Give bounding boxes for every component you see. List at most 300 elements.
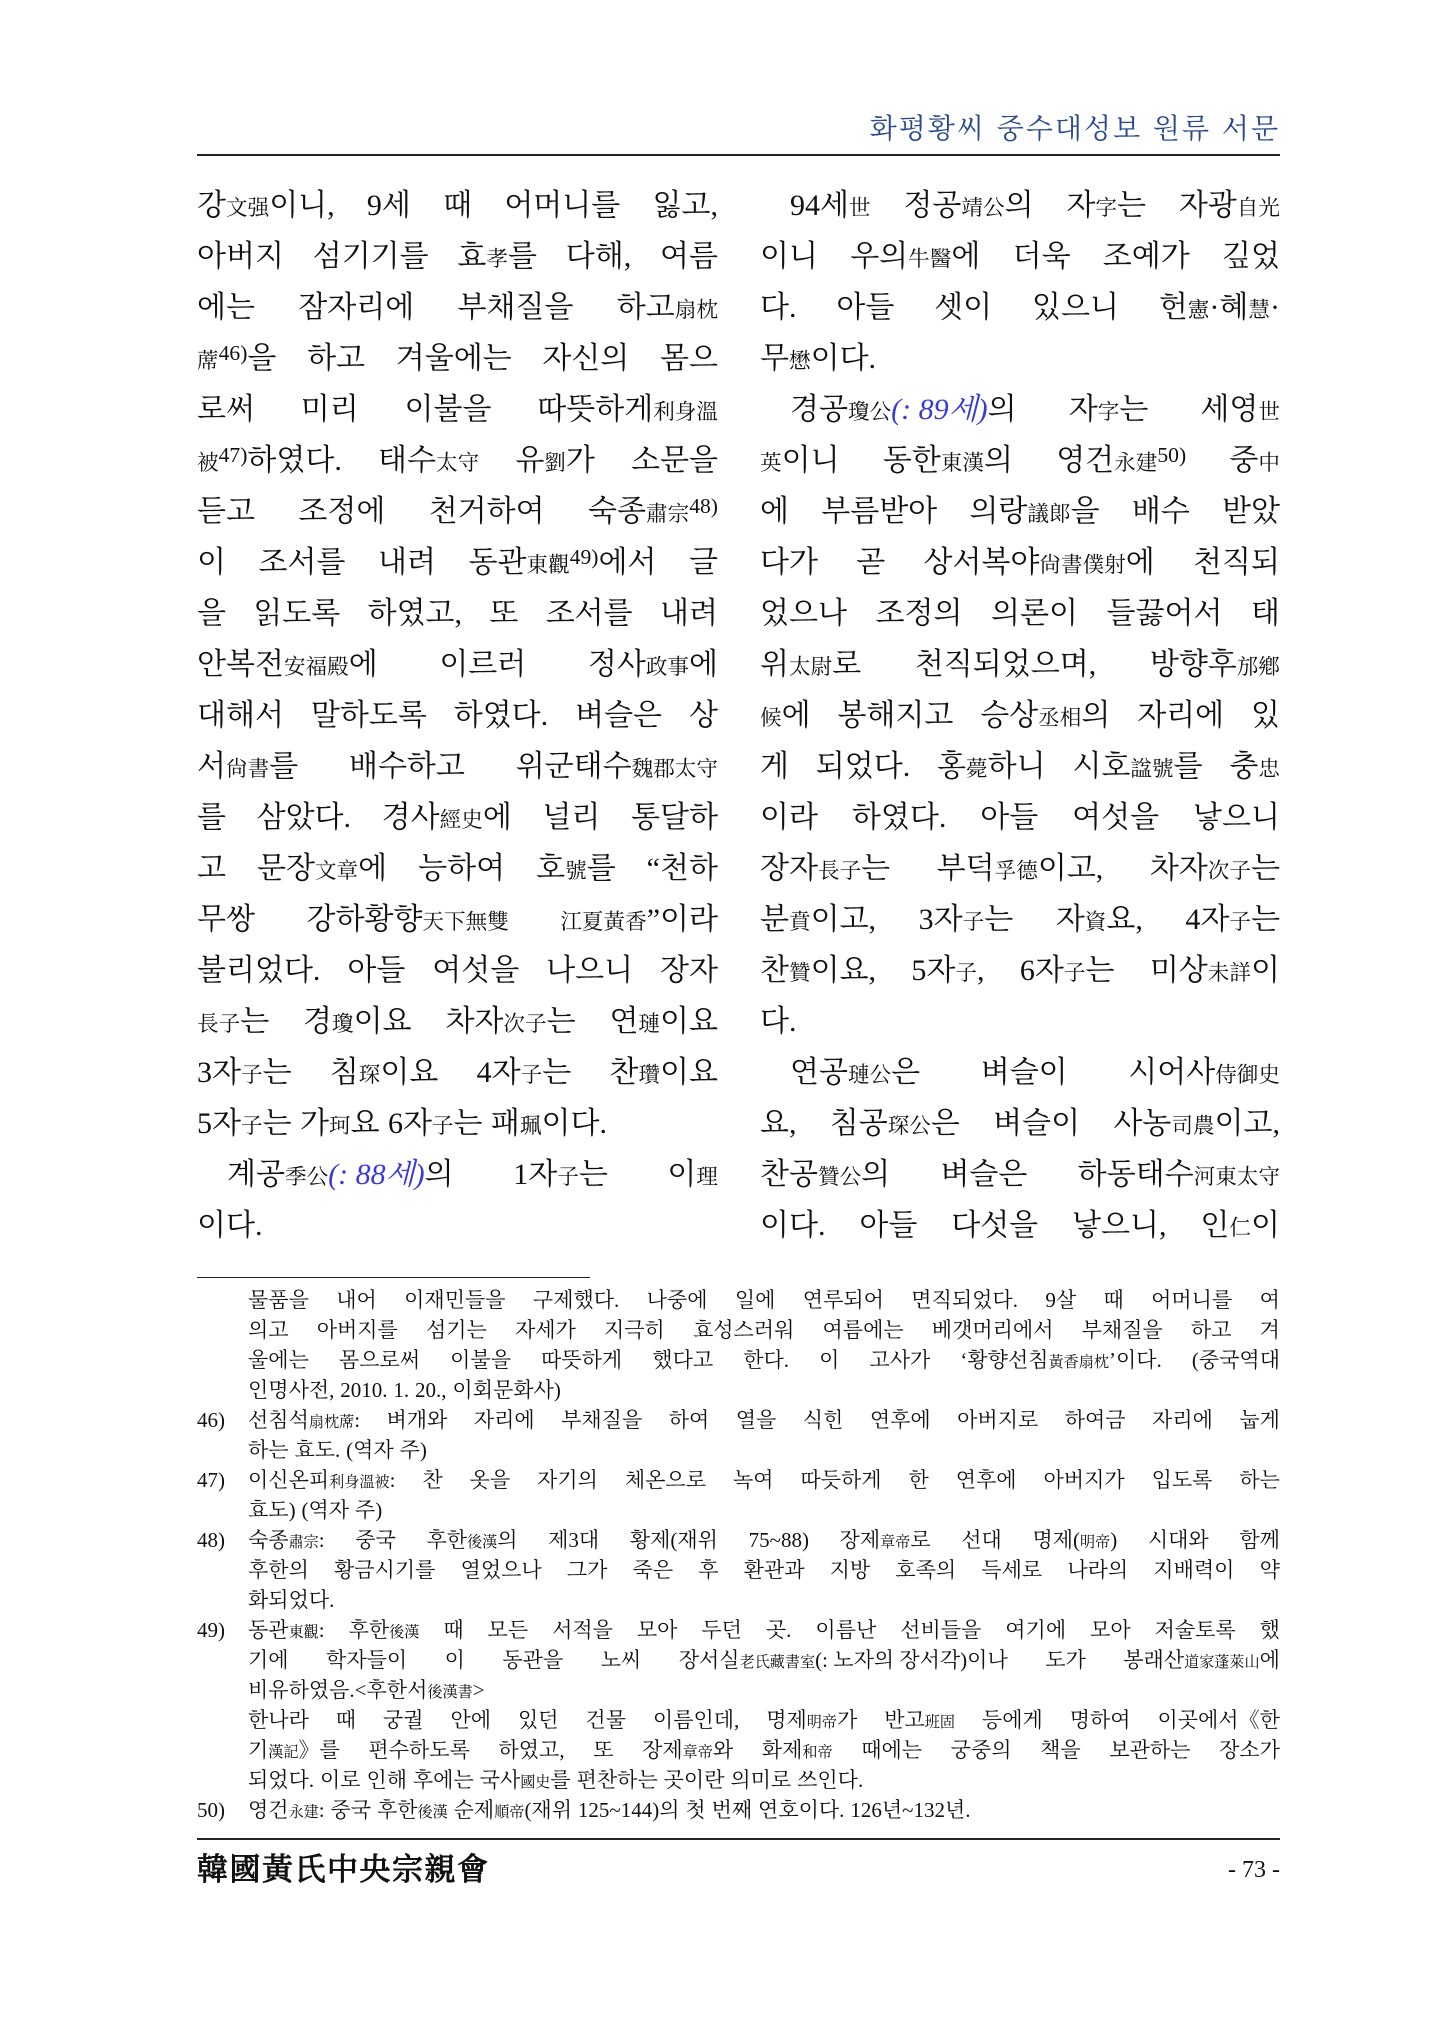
word: 등에게 bbox=[981, 1708, 1043, 1732]
text-line bbox=[197, 435, 718, 486]
word: 불리었다. bbox=[197, 954, 321, 987]
word: 황제(재위 bbox=[629, 1528, 718, 1552]
word: 아버지 bbox=[197, 240, 284, 273]
word: 잃고, bbox=[652, 189, 718, 222]
word: 자리에 bbox=[1137, 699, 1225, 732]
hanja-text: 憲 bbox=[1187, 298, 1210, 322]
footnote-ref: 48) bbox=[689, 494, 718, 519]
text-line bbox=[760, 741, 1280, 792]
word: 이불을 bbox=[450, 1348, 511, 1372]
word: (역자 bbox=[301, 1498, 350, 1522]
word: 에 bbox=[760, 495, 789, 528]
word: 고사가 bbox=[869, 1348, 931, 1372]
word: 상서복야尙書僕射에 bbox=[923, 546, 1155, 579]
word: 찬공贊公의 bbox=[760, 1158, 891, 1191]
running-header: 화평황씨 중수대성보 원류 서문 bbox=[869, 112, 1280, 145]
hanja-text: 經史 bbox=[439, 808, 483, 832]
paragraph bbox=[760, 384, 1280, 1047]
word: 통달하 bbox=[631, 801, 718, 834]
left-column bbox=[197, 180, 718, 1251]
word: 또 bbox=[593, 1738, 614, 1762]
word: 능하여 bbox=[418, 852, 506, 885]
word: 잠자리에 bbox=[298, 291, 415, 324]
word: 대해서 bbox=[197, 699, 284, 732]
word: 봉해지고 bbox=[837, 699, 954, 732]
text-line bbox=[248, 1765, 1280, 1795]
word: 들끓어서 bbox=[1106, 597, 1223, 630]
word: 널리 bbox=[542, 801, 601, 834]
word: 몸으로써 bbox=[338, 1348, 421, 1372]
word: 안복전安福殿에 bbox=[197, 648, 378, 681]
word: 조예가 bbox=[1102, 240, 1190, 273]
word: 눕게 bbox=[1239, 1408, 1280, 1432]
hanja-text: 長子 bbox=[197, 1012, 241, 1036]
hanja-text: 安福殿 bbox=[283, 655, 349, 679]
header-rule bbox=[197, 154, 1280, 156]
word: 천직되었으며, bbox=[914, 648, 1097, 681]
hanja-text: 忠 bbox=[1258, 757, 1280, 781]
word: 인해 bbox=[366, 1768, 408, 1792]
word: 자광自光 bbox=[1178, 189, 1280, 222]
text-line bbox=[197, 588, 718, 639]
word: 아들 bbox=[980, 801, 1039, 834]
word: 조정의 bbox=[875, 597, 963, 630]
footnote-body bbox=[248, 1525, 1280, 1615]
word: 찬 bbox=[422, 1468, 443, 1492]
word: 요, bbox=[760, 1107, 797, 1140]
word: 비유하였음.<후한서後漢書> bbox=[248, 1678, 485, 1702]
footnote-body bbox=[248, 1795, 1280, 1825]
text-line bbox=[760, 996, 1280, 1047]
text-line bbox=[197, 282, 718, 333]
hanja-text: 東觀 bbox=[288, 1625, 319, 1641]
word: 서적을 bbox=[552, 1618, 613, 1642]
text-line bbox=[248, 1615, 1280, 1645]
text-line bbox=[760, 588, 1280, 639]
word: 하동태수河東太守 bbox=[1077, 1158, 1280, 1191]
text-line bbox=[197, 1098, 718, 1149]
word: 헌憲·혜慧· bbox=[1158, 291, 1280, 324]
word: 충忠 bbox=[1229, 750, 1280, 783]
word: 1자子는 bbox=[513, 1158, 608, 1191]
hanja-text: 薨 bbox=[966, 757, 988, 781]
word: 연후에 bbox=[955, 1468, 1017, 1492]
word: 후에는 bbox=[412, 1768, 474, 1792]
word: 하고 bbox=[307, 342, 366, 375]
word: 1. bbox=[393, 1378, 410, 1402]
word: 아들 bbox=[859, 1209, 918, 1242]
hanja-text: 贊 bbox=[788, 961, 811, 985]
word: 선대 bbox=[961, 1528, 1002, 1552]
word: 이르러 bbox=[439, 648, 527, 681]
word: 75~88) bbox=[748, 1528, 809, 1552]
word: 배수 bbox=[1131, 495, 1190, 528]
text-line bbox=[760, 843, 1280, 894]
word: 를 bbox=[197, 801, 226, 834]
hanja-text: 號 bbox=[565, 859, 587, 883]
word: 지극히 bbox=[603, 1318, 665, 1342]
word: 어머니를 bbox=[1151, 1288, 1233, 1312]
word: 소문을 bbox=[631, 444, 718, 477]
word: 따뜻하게 bbox=[541, 1348, 623, 1372]
text-line bbox=[197, 333, 718, 384]
hanja-text: 魏郡太守 bbox=[631, 757, 718, 781]
word: 약 bbox=[1259, 1558, 1280, 1582]
text-line bbox=[760, 1200, 1280, 1251]
word: 섬기는 bbox=[425, 1318, 487, 1342]
word: “천하 bbox=[646, 852, 718, 885]
word: 세영世 bbox=[1200, 393, 1280, 426]
word: 명하여 bbox=[1069, 1708, 1131, 1732]
text-line bbox=[760, 792, 1280, 843]
word: 후한後漢 bbox=[376, 1798, 448, 1822]
word: 조서를 bbox=[258, 546, 346, 579]
word: 인명사전, bbox=[248, 1378, 335, 1402]
text-line bbox=[760, 639, 1280, 690]
hanja-text: 世 bbox=[1258, 400, 1280, 424]
word: 화되었다. bbox=[248, 1588, 335, 1612]
word: 중국 bbox=[330, 1798, 372, 1822]
text-line bbox=[197, 639, 718, 690]
word: 위太尉로 bbox=[760, 648, 862, 681]
word: 4자子는 bbox=[1185, 903, 1280, 936]
word: 경공瓊公(: 89세)의 bbox=[790, 393, 1017, 426]
footnote bbox=[197, 1615, 1280, 1795]
word: 경사經史에 bbox=[381, 801, 512, 834]
hanja-text: 利身溫 bbox=[653, 400, 718, 424]
word: 곳이란 bbox=[663, 1768, 725, 1792]
word: 명제(明帝) bbox=[1032, 1528, 1118, 1552]
word: 있으니 bbox=[1032, 291, 1119, 324]
word: 지배력이 bbox=[1153, 1558, 1235, 1582]
word: 자字는 bbox=[1066, 189, 1146, 222]
word: 3자子는 bbox=[918, 903, 1014, 936]
text-line bbox=[760, 1098, 1280, 1149]
word: 효孝를 bbox=[457, 240, 537, 273]
text-line bbox=[760, 486, 1280, 537]
paragraph bbox=[760, 180, 1280, 384]
hanja-text: 子 bbox=[240, 1063, 263, 1087]
footnote-paragraph bbox=[248, 1285, 1280, 1405]
word: 候에 bbox=[760, 699, 811, 732]
hanja-text: 子 bbox=[240, 1114, 263, 1138]
text-line bbox=[248, 1375, 1280, 1405]
word: 벼슬은 bbox=[575, 699, 663, 732]
hanja-text: 政事 bbox=[645, 655, 690, 679]
footnote bbox=[197, 1525, 1280, 1615]
word: 하고 bbox=[1190, 1318, 1232, 1342]
word: 125~144)의 bbox=[577, 1798, 680, 1822]
word: 조정에 bbox=[298, 495, 386, 528]
word: 여름 bbox=[659, 240, 718, 273]
word: 의랑議郞을 bbox=[969, 495, 1100, 528]
hanja-text: 璉公 bbox=[847, 1063, 892, 1087]
hanja-text: 候 bbox=[760, 706, 782, 730]
word: 이로 bbox=[319, 1768, 361, 1792]
word: 동한東漢의 bbox=[882, 444, 1013, 477]
word: 순제順帝(재위 bbox=[453, 1798, 573, 1822]
word: ‘황향선침黃香扇枕’이다. bbox=[960, 1348, 1162, 1372]
text-line bbox=[760, 333, 1280, 384]
word: 한다. bbox=[743, 1348, 790, 1372]
word: 여름에는 bbox=[822, 1318, 904, 1342]
hanja-text: 次子 bbox=[503, 1012, 547, 1036]
word: 연호이다. bbox=[758, 1798, 845, 1822]
word: 벼슬은 bbox=[940, 1158, 1028, 1191]
word: 한나라 bbox=[248, 1708, 309, 1732]
hanja-text: 太尉 bbox=[788, 655, 833, 679]
word: 4자子는 bbox=[476, 1056, 572, 1089]
word: 부덕孚德이고, bbox=[936, 852, 1104, 885]
hanja-text: 丞相 bbox=[1038, 706, 1082, 730]
text-line bbox=[197, 1047, 718, 1098]
footnote-number: 46) bbox=[197, 1408, 225, 1432]
hanja-text: 司農 bbox=[1171, 1114, 1215, 1138]
text-line bbox=[197, 231, 718, 282]
word: 방향후邡鄕 bbox=[1149, 648, 1280, 681]
text-line bbox=[248, 1435, 1280, 1465]
text-line bbox=[760, 282, 1280, 333]
word: 조서를 bbox=[545, 597, 633, 630]
word: 승상丞相의 bbox=[980, 699, 1111, 732]
word: 3자子는 bbox=[197, 1056, 292, 1089]
text-line bbox=[248, 1405, 1280, 1435]
word: 안에 bbox=[450, 1708, 492, 1732]
footnote-ref: 50) bbox=[1157, 443, 1187, 468]
word: 5자子는 bbox=[197, 1107, 292, 1140]
word: 명제明帝가 bbox=[766, 1708, 858, 1732]
text-line bbox=[197, 843, 718, 894]
word: 하였고, bbox=[367, 597, 463, 630]
hanja-text: 瓊 bbox=[332, 1012, 354, 1036]
word: 모든 bbox=[487, 1618, 529, 1642]
page-number: - 73 - bbox=[1228, 1857, 1280, 1883]
right-column bbox=[760, 180, 1280, 1251]
word: 부채질을 bbox=[457, 291, 574, 324]
text-line bbox=[760, 435, 1280, 486]
word: 찬瓚이요 bbox=[609, 1056, 718, 1089]
word: 셋이 bbox=[934, 291, 993, 324]
word: 지방 bbox=[829, 1558, 871, 1582]
word: 국사國史를 bbox=[479, 1768, 571, 1792]
word: 차자次子는 bbox=[445, 1005, 576, 1038]
word: 그가 bbox=[566, 1558, 608, 1582]
hanja-text: 瓊公 bbox=[847, 400, 892, 424]
footnote-number: 49) bbox=[197, 1618, 225, 1642]
hanja-text: 諡號 bbox=[1130, 757, 1174, 781]
word: 구제했다. bbox=[532, 1288, 620, 1312]
text-line bbox=[248, 1465, 1280, 1495]
text-line bbox=[248, 1585, 1280, 1615]
footnote-number: 48) bbox=[197, 1528, 225, 1552]
word: 아들 bbox=[347, 954, 406, 987]
word: 동관을 bbox=[502, 1648, 564, 1672]
hanja-text: 璉 bbox=[638, 1012, 661, 1036]
footnote bbox=[197, 1795, 1280, 1825]
word: 이 bbox=[819, 1348, 840, 1372]
paragraph bbox=[197, 1149, 718, 1251]
hanja-text: 牛醫 bbox=[908, 247, 952, 271]
word: 하는 bbox=[1239, 1468, 1280, 1492]
word: 옷을 bbox=[469, 1468, 511, 1492]
hanja-text: 資 bbox=[1084, 910, 1107, 934]
word: 강文强이니, bbox=[197, 189, 335, 222]
hanja-text: 賁 bbox=[788, 910, 811, 934]
word: 장서실老氏藏書室(: 노자의 장서각)이나 bbox=[678, 1648, 1008, 1672]
word: 이다. bbox=[197, 1209, 263, 1242]
word: 했 bbox=[1259, 1618, 1280, 1642]
word: 침공琛公은 bbox=[829, 1107, 960, 1140]
word: 때 bbox=[335, 1708, 357, 1732]
word: 무懋이다. bbox=[760, 342, 877, 375]
hanja-text: 明帝 bbox=[1080, 1535, 1111, 1551]
text-line bbox=[248, 1735, 1280, 1765]
text-line bbox=[248, 1495, 1280, 1525]
text-line bbox=[248, 1705, 1280, 1735]
word: 미상未詳이 bbox=[1149, 954, 1280, 987]
hanja-text: 漢記 bbox=[268, 1745, 299, 1761]
word: 여섯을 bbox=[1072, 801, 1160, 834]
word: 글 bbox=[688, 546, 718, 579]
word: 숙종肅宗$^{48)}$ bbox=[588, 494, 718, 528]
word: 열었으나 bbox=[460, 1558, 542, 1582]
text-line bbox=[197, 945, 718, 996]
word: 환관과 bbox=[743, 1558, 805, 1582]
text-line bbox=[760, 894, 1280, 945]
word: 있던 bbox=[517, 1708, 559, 1732]
hanja-text: 字 bbox=[1097, 400, 1120, 424]
word: 중中 bbox=[1229, 444, 1280, 477]
hanja-text: 瓚 bbox=[638, 1063, 661, 1087]
hanja-text: 中 bbox=[1258, 451, 1280, 475]
text-line bbox=[197, 996, 718, 1047]
word: 정사政事에 bbox=[587, 648, 718, 681]
word: 이재민들을 bbox=[404, 1288, 506, 1312]
word: 다섯을 bbox=[951, 1209, 1039, 1242]
word: 편찬하는 bbox=[576, 1768, 658, 1792]
word: 입도록 bbox=[1151, 1468, 1213, 1492]
footnote bbox=[197, 1465, 1280, 1525]
word: 다가 bbox=[760, 546, 818, 579]
footnote-body bbox=[248, 1465, 1280, 1525]
word: 차자次子는 bbox=[1149, 852, 1280, 885]
word: 벼슬이 bbox=[980, 1056, 1068, 1089]
word: 6자子는 bbox=[1019, 954, 1115, 987]
word: 의미로 bbox=[730, 1768, 792, 1792]
age-annotation: (: 88세) bbox=[328, 1158, 425, 1191]
hanja-text: 扇枕蓆 bbox=[308, 1415, 355, 1431]
word: 부름받아 bbox=[821, 495, 938, 528]
word: 서尙書를 bbox=[197, 750, 299, 783]
word: 듣고 bbox=[197, 495, 255, 528]
word: 또 bbox=[489, 597, 519, 630]
hanja-text: 琛 bbox=[358, 1063, 381, 1087]
word: 호족의 bbox=[895, 1558, 957, 1582]
word: 겨 bbox=[1259, 1318, 1280, 1342]
word: 한 bbox=[908, 1468, 929, 1492]
word: 여 bbox=[1259, 1288, 1280, 1312]
hanja-text: 後漢 bbox=[389, 1625, 420, 1641]
hanja-text: 未詳 bbox=[1207, 961, 1251, 985]
hanja-text: 字 bbox=[1095, 196, 1117, 220]
word: 제3대 bbox=[548, 1528, 600, 1552]
text-line bbox=[197, 1200, 718, 1251]
word: 강하황향天下無雙 bbox=[306, 903, 509, 936]
word: 위군태수魏郡太守 bbox=[515, 750, 718, 783]
word: 이다. bbox=[760, 1209, 826, 1242]
word: 침琛이요 bbox=[329, 1056, 439, 1089]
hanja-text: 章帝 bbox=[880, 1535, 911, 1551]
text-line bbox=[760, 1149, 1280, 1200]
text-line bbox=[248, 1795, 1280, 1825]
word: 하였다. bbox=[851, 801, 947, 834]
word: 읽도록 bbox=[253, 597, 341, 630]
hanja-text: 子 bbox=[1229, 910, 1251, 934]
word: 被$^{47)}$하였다. bbox=[197, 443, 342, 477]
word: 영건永建: bbox=[248, 1798, 325, 1822]
word: 6자子는 bbox=[387, 1107, 483, 1140]
word: 이 bbox=[197, 546, 226, 579]
word: 이신온피利身溫被: bbox=[248, 1468, 396, 1492]
footnote-body bbox=[248, 1405, 1280, 1465]
footnote-paragraph bbox=[248, 1705, 1280, 1795]
word: 저술토록 bbox=[1154, 1618, 1236, 1642]
word: 20., bbox=[415, 1378, 447, 1402]
hanja-text: 黃香扇枕 bbox=[1048, 1355, 1109, 1371]
hanja-text: 子 bbox=[955, 961, 978, 985]
hanja-text: 琛公 bbox=[887, 1114, 931, 1138]
word: 미리 bbox=[300, 393, 359, 426]
word: 자신의 bbox=[542, 342, 630, 375]
word: 건물 bbox=[585, 1708, 626, 1732]
word: 94세世 bbox=[790, 189, 871, 222]
word: 시어사侍御史 bbox=[1128, 1056, 1280, 1089]
word: 아버지를 bbox=[316, 1318, 398, 1342]
footnote-ref: 46) bbox=[218, 341, 248, 366]
text-line bbox=[197, 384, 718, 435]
word: 장제章帝와 bbox=[642, 1738, 734, 1762]
hanja-text: 利身溫被 bbox=[329, 1475, 390, 1491]
hanja-text: 懋 bbox=[788, 349, 811, 373]
hanja-text: 被 bbox=[197, 451, 219, 475]
word: 기에 bbox=[248, 1648, 289, 1672]
word: 벼슬이 bbox=[993, 1107, 1081, 1140]
word: 2010. bbox=[340, 1378, 388, 1402]
word: 이 bbox=[444, 1648, 465, 1672]
hanja-text: 江夏黃香 bbox=[560, 910, 647, 934]
hanja-text: 天下無雙 bbox=[422, 910, 509, 934]
word: 하였고, bbox=[498, 1738, 565, 1762]
hanja-text: 河東太守 bbox=[1193, 1165, 1280, 1189]
hanja-text: 太守 bbox=[435, 451, 480, 475]
word: 가珂요 bbox=[299, 1107, 380, 1140]
word: 하여 bbox=[668, 1408, 710, 1432]
word: 따뜻하게利身溫 bbox=[537, 393, 718, 426]
footnote-ref: 49) bbox=[569, 545, 599, 570]
footnote-paragraph bbox=[248, 1405, 1280, 1465]
word: 로써 bbox=[197, 393, 255, 426]
word: 되었다. bbox=[248, 1768, 315, 1792]
word: 여기에 bbox=[1005, 1618, 1067, 1642]
footnote bbox=[197, 1405, 1280, 1465]
word: 식힌 bbox=[802, 1408, 844, 1432]
hanja-text: 後漢 bbox=[467, 1535, 498, 1551]
word: 물품을 bbox=[248, 1288, 309, 1312]
word: 이름난 bbox=[815, 1618, 877, 1642]
hanja-text: 明帝 bbox=[806, 1715, 838, 1731]
word: 나으니 bbox=[546, 954, 634, 987]
footnote-paragraph bbox=[248, 1525, 1280, 1615]
